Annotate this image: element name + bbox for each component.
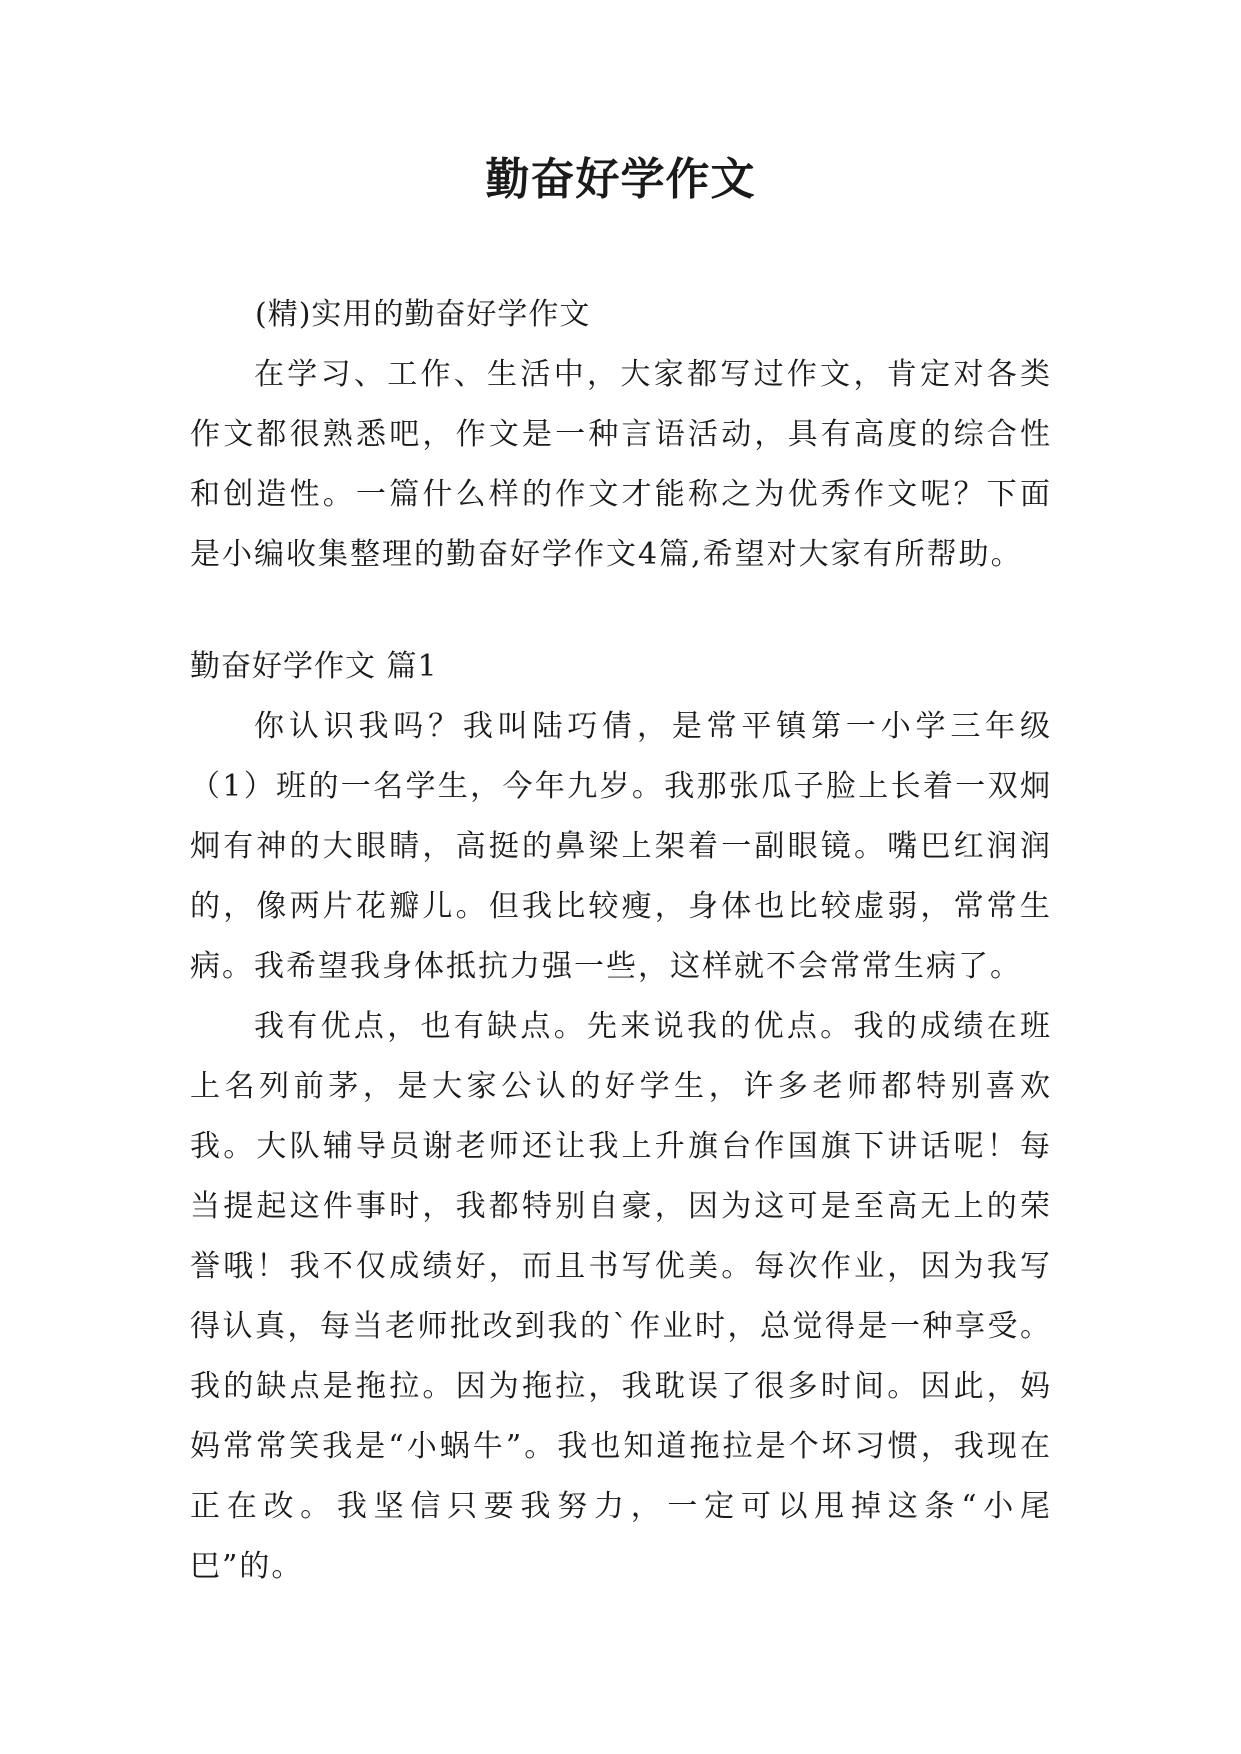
- document-title: 勤奋好学作文: [485, 154, 756, 205]
- intro-paragraph: 在学习、工作、生活中，大家都写过作文，肯定对各类作文都很熟悉吧，作文是一种言语活动，具有高度的综合性和创造性。一篇什么样的作文才能称之为优秀作文呢？下面是小编收集整理的勤奋好学作文4篇,希望对大家有所帮助。: [190, 357, 1052, 572]
- intro-block: [190, 345, 1052, 585]
- section-paragraph: 你认识我吗？我叫陆巧倩，是常平镇第一小学三年级（1）班的一名学生，今年九岁。我那张瓜子脸上长着一双炯炯有神的大眼睛，高挺的鼻梁上架着一副眼镜。嘴巴红润润的，像两片花瓣儿。但我比较瘦，身体也比较虚弱，常常生病。我希望我身体抵抗力强一些，这样就不会常常生病了。: [190, 709, 1052, 984]
- document-subtitle: (精)实用的勤奋好学作文: [255, 297, 591, 332]
- section-heading: 勤奋好学作文 篇1: [190, 649, 438, 684]
- section-paragraph: 我有优点，也有缺点。先来说我的优点。我的成绩在班上名列前茅，是大家公认的好学生，许多老师都特别喜欢我。大队辅导员谢老师还让我上升旗台作国旗下讲话呢！每当提起这件事时，我都特别自豪，因为这可是至高无上的荣誉哦！我不仅成绩好，而且书写优美。每次作业，因为我写得认真，每当老师批改到我的`作业时，总觉得是一种享受。我的缺点是拖拉。因为拖拉，我耽误了很多时间。因此，妈妈常常笑我是“小蜗牛”。我也知道拖拉是个坏习惯，我现在正在改。我坚信只要我努力，一定可以甩掉这条“小尾巴”的。: [190, 1009, 1052, 1584]
- section-body: [190, 697, 1052, 1597]
